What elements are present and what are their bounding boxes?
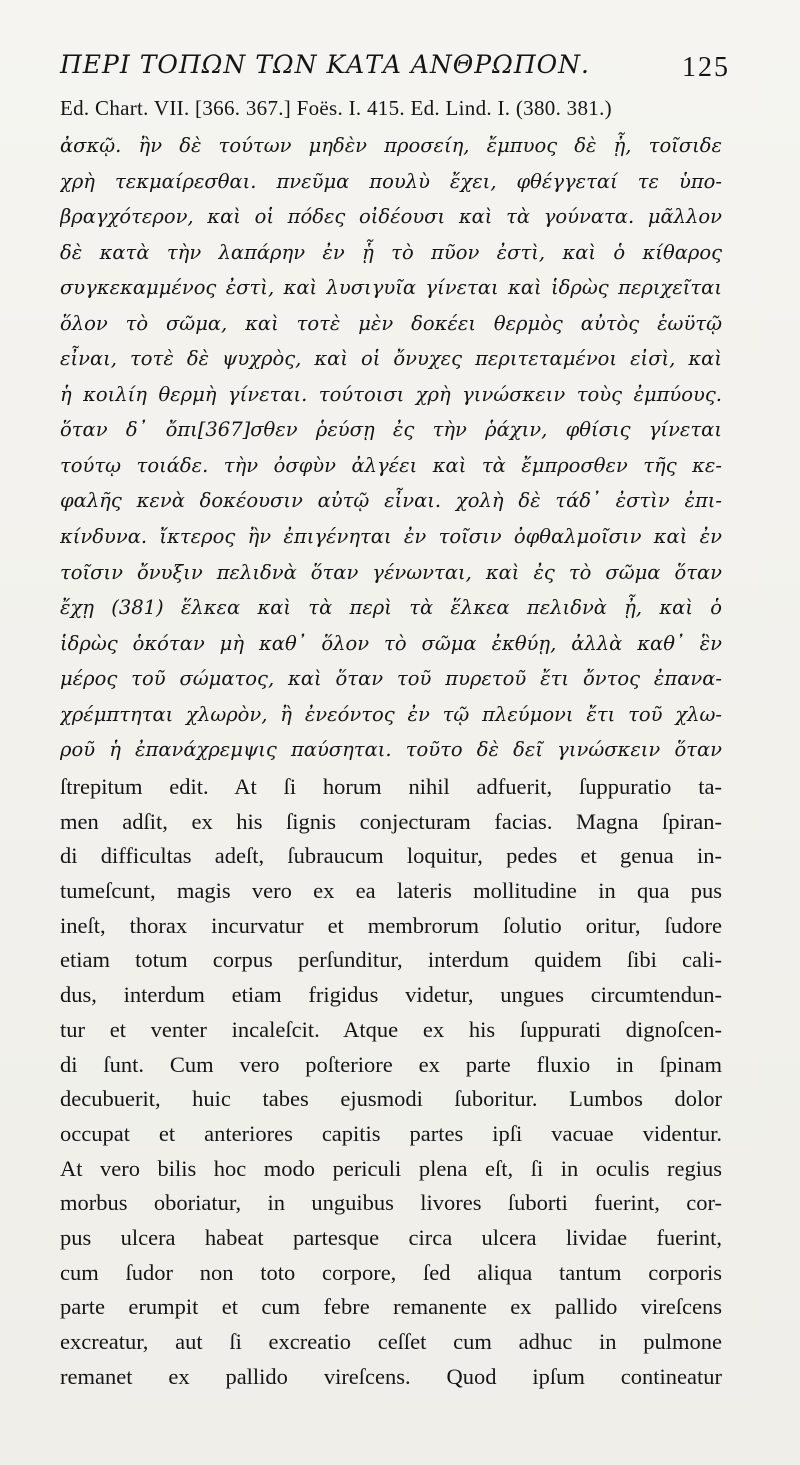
greek-line: ἱδρὼς ὁκόταν μὴ καθ᾽ ὅλον τὸ σῶμα ἐκθύῃ, ἀλλὰ καθ᾽ ἓν	[60, 631, 722, 655]
latin-line: di difficultas adeſt, ſubraucum loquitur, pedes et genua in-	[60, 843, 722, 869]
edition-references: Ed. Chart. VII. [366. 367.] Foës. I. 415. Ed. Lind. I. (380. 381.)	[60, 96, 612, 120]
greek-line: βραγχότερον, καὶ οἱ πόδες οἰδέουσι καὶ τὰ γούνατα. μᾶλλον	[60, 205, 722, 229]
greek-line: δὲ κατὰ τὴν λαπάρην ἐν ᾗ τὸ πῦον ἐστὶ, καὶ ὁ κίθαρος	[60, 240, 722, 264]
greek-line: ἀσκῷ. ἢν δὲ τούτων μηδὲν προσείη, ἔμπυος δὲ ᾖ, τοῖσιδε	[60, 134, 722, 157]
latin-line: decubuerit, huic tabes ejusmodi ſuboritur. Lumbos dolor	[60, 1086, 722, 1112]
latin-line: remanet ex pallido vireſcens. Quod ipſum contineatur	[60, 1363, 722, 1389]
latin-line: At vero bilis hoc modo periculi plena eſt, ſi in oculis regius	[60, 1155, 722, 1181]
greek-line: ἔχῃ (381) ἕλκεα καὶ τὰ περὶ τὰ ἕλκεα πελιδνὰ ᾖ, καὶ ὁ	[60, 596, 722, 620]
latin-line: etiam totum corpus perſunditur, interdum quidem ſibi cali-	[60, 947, 722, 973]
greek-line: συγκεκαμμένος ἐστὶ, καὶ λυσιγυῖα γίνεται καὶ ἱδρὼς περιχεῖται	[60, 276, 722, 300]
latin-line: excreatur, aut ſi excreatio ceſſet cum adhuc in pulmone	[60, 1329, 722, 1354]
latin-line: ſtrepitum edit. At ſi horum nihil adfuerit, ſuppuratio ta-	[60, 774, 722, 799]
latin-line: cum ſudor non toto corpore, ſed aliqua tantum corporis	[60, 1259, 722, 1285]
greek-line: κίνδυνα. ἴκτερος ἢν ἐπιγένηται ἐν τοῖσιν ὀφθαλμοῖσιν καὶ ἐν	[60, 525, 722, 549]
greek-line: ὅλον τὸ σῶμα, καὶ τοτὲ μὲν δοκέει θερμὸς αὐτὸς ἑωϋτῷ	[60, 311, 722, 335]
running-head	[60, 50, 730, 90]
running-title: ΠΕΡΙ ΤΟΠΩΝ ΤΩΝ ΚΑΤΑ ΑΝΘΡΩΠΟΝ.	[60, 50, 590, 79]
greek-line: εἶναι, τοτὲ δὲ ψυχρὸς, καὶ οἱ ὄνυχες περιτεταμένοι εἰσὶ, καὶ	[60, 347, 722, 371]
greek-line: τούτῳ τοιάδε. τὴν ὀσφὺν ἀλγέει καὶ τὰ ἔμπροσθεν τῆς κε-	[60, 453, 722, 477]
latin-line: di ſunt. Cum vero poſteriore ex parte fluxio in ſpinam	[60, 1051, 722, 1077]
greek-line: χρὴ τεκμαίρεσθαι. πνεῦμα πουλὺ ἔχει, φθέγγεταί τε ὑπο-	[60, 169, 722, 193]
greek-line: ροῦ ἡ ἐπανάχρεμψις παύσηται. τοῦτο δὲ δεῖ γινώσκειν ὅταν	[60, 738, 722, 762]
latin-line: parte erumpit et cum febre remanente ex pallido vireſcens	[60, 1294, 722, 1320]
greek-line: ἡ κοιλίη θερμὴ γίνεται. τούτοισι χρὴ γινώσκειν τοὺς ἐμπύους.	[60, 382, 722, 406]
greek-line: τοῖσιν ὄνυξιν πελιδνὰ ὅταν γένωνται, καὶ ἐς τὸ σῶμα ὅταν	[60, 560, 722, 584]
latin-line: tumeſcunt, magis vero ex ea lateris mollitudine in qua pus	[60, 878, 722, 904]
greek-line: χρέμπτηται χλωρὸν, ἢ ἐνεόντος ἐν τῷ πλεύμονι ἔτι τοῦ χλω-	[60, 702, 722, 726]
latin-text-block	[60, 770, 722, 1394]
latin-line: occupat et anteriores capitis partes ipſi vacuae videntur.	[60, 1120, 722, 1146]
latin-line: pus ulcera habeat partesque circa ulcera lividae fuerint,	[60, 1224, 722, 1250]
latin-line: men adſit, ex his ſignis conjecturam facias. Magna ſpiran-	[60, 808, 722, 834]
latin-line: morbus oboriatur, in unguibus livores ſuborti fuerint, cor-	[60, 1190, 722, 1216]
latin-line: tur et venter incaleſcit. Atque ex his ſuppurati dignoſcen-	[60, 1016, 722, 1042]
latin-line: ineſt, thorax incurvatur et membrorum ſolutio oritur, ſudore	[60, 912, 722, 938]
latin-line: dus, interdum etiam frigidus videtur, ungues circumtendun-	[60, 982, 722, 1008]
greek-line: φαλῆς κενὰ δοκέουσιν αὐτῷ εἶναι. χολὴ δὲ τάδ᾽ ἐστὶν ἐπι-	[60, 489, 722, 513]
greek-text-block	[60, 128, 722, 768]
greek-line: μέρος τοῦ σώματος, καὶ ὅταν τοῦ πυρετοῦ ἔτι ὄντος ἐπανα-	[60, 667, 722, 691]
greek-line: ὅταν δ᾽ ὄπι[367]σθεν ῥεύσῃ ἐς τὴν ῥάχιν, φθίσις γίνεται	[60, 418, 722, 442]
page-number: 125	[682, 52, 730, 83]
